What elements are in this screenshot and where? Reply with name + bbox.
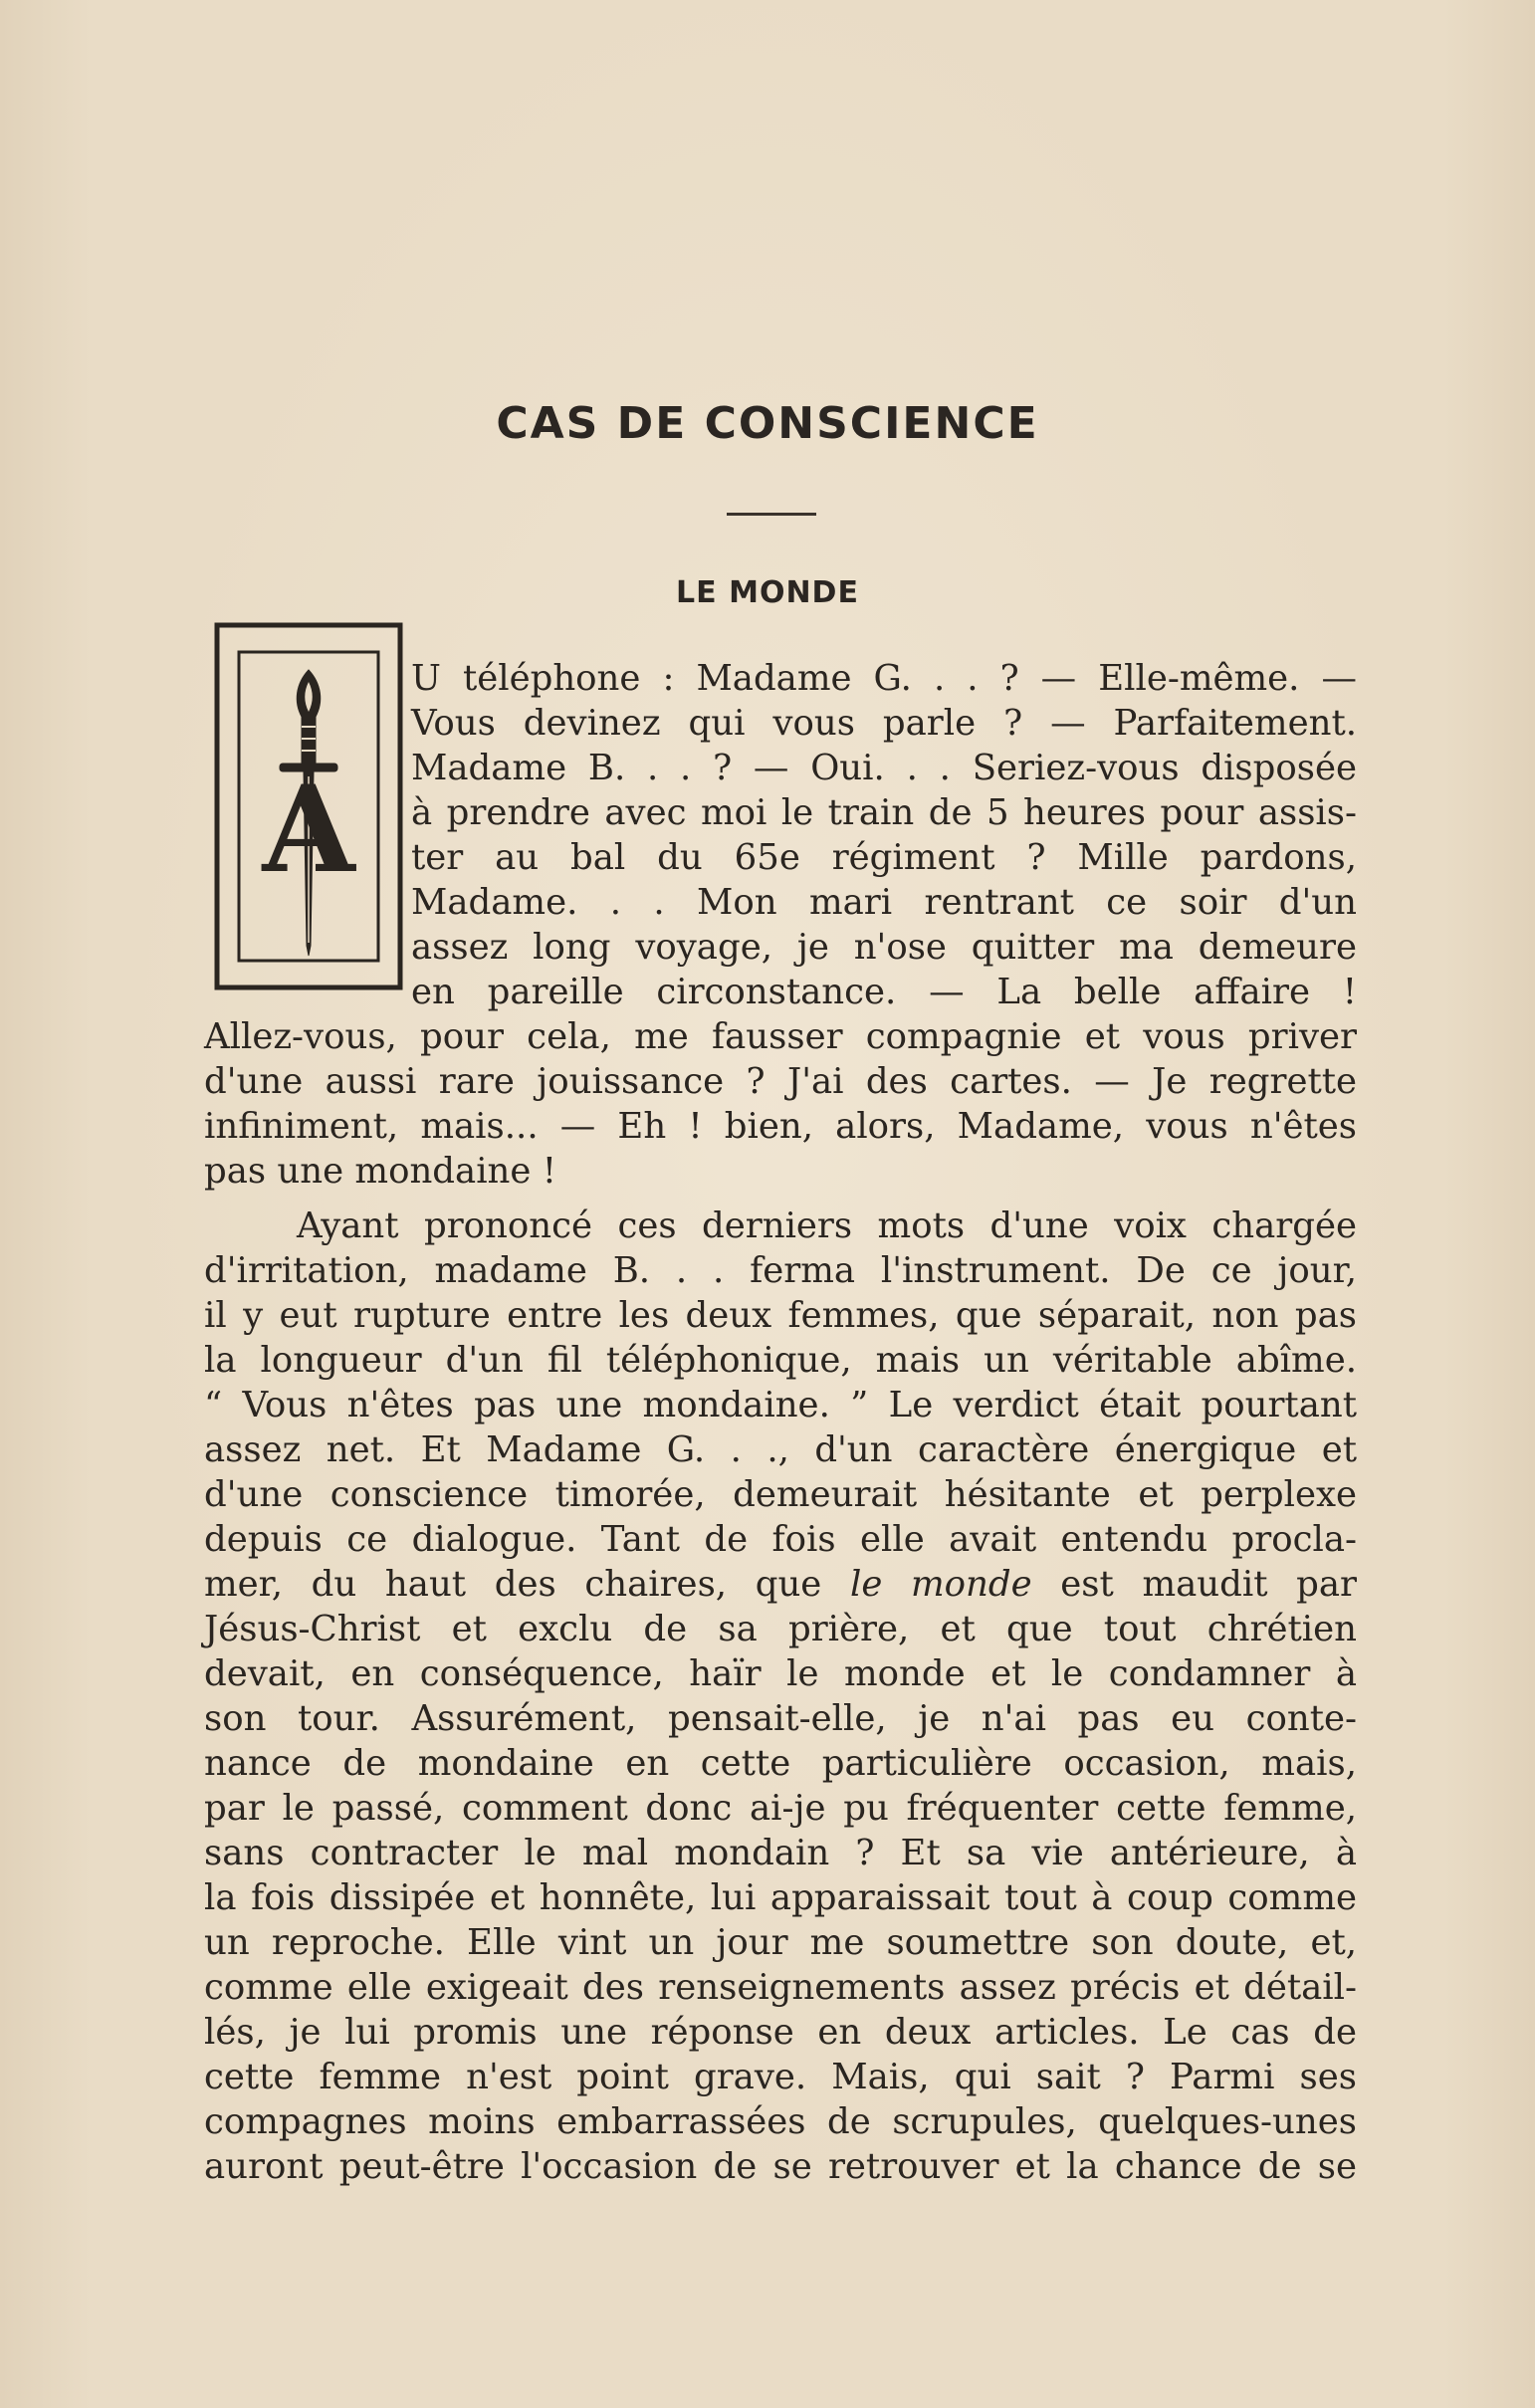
text-line: sans contracter le mal mondain ? Et sa vie antérieure, à — [204, 1833, 1357, 1873]
text-line: Ayant prononcé ces derniers mots d'une voix chargée — [297, 1205, 1357, 1246]
text-line: il y eut rupture entre les deux femmes, que séparait, non pas — [204, 1295, 1357, 1336]
text-line: nance de mondaine en cette particulière occasion, mais, — [204, 1743, 1357, 1784]
text-line: compagnes moins embarrassées de scrupules, quelques-unes — [204, 2101, 1357, 2142]
text-line: infiniment, mais... — Eh ! bien, alors, Madame, vous n'êtes — [204, 1106, 1357, 1147]
text-line: la longueur d'un fil téléphonique, mais un véritable abîme. — [204, 1340, 1357, 1381]
page-title: CAS DE CONSCIENCE — [496, 398, 1039, 449]
text-line: Madame. . . Mon mari rentrant ce soir d'un — [411, 882, 1357, 923]
italic-term: le monde — [849, 1564, 1032, 1605]
text-line: Madame B. . . ? — Oui. . . Seriez-vous disposée — [411, 748, 1357, 788]
text-line: à prendre avec moi le train de 5 heures pour assis- — [411, 792, 1357, 833]
text-segment: mer, du haut des chaires, que — [204, 1564, 822, 1605]
text-line: Vous devinez qui vous parle ? — Parfaitement. — [411, 703, 1357, 744]
text-line: d'irritation, madame B. . . ferma l'instrument. De ce jour, — [204, 1250, 1357, 1291]
text-line: d'une conscience timorée, demeurait hésitante et perplexe — [204, 1474, 1357, 1515]
text-line: ter au bal du 65e régiment ? Mille pardons, — [411, 837, 1357, 878]
text-line: la fois dissipée et honnête, lui apparaissait tout à coup comme — [204, 1877, 1357, 1918]
text-line: devait, en conséquence, haïr le monde et le condamner à — [204, 1653, 1357, 1694]
text-line: en pareille circonstance. — La belle affaire ! — [411, 972, 1357, 1012]
drop-cap-ornament — [214, 622, 403, 990]
text-line: depuis ce dialogue. Tant de fois elle avait entendu procla- — [204, 1519, 1357, 1560]
text-line: comme elle exigeait des renseignements assez précis et détail- — [204, 1967, 1357, 2008]
text-line: assez net. Et Madame G. . ., d'un caractère énergique et — [204, 1429, 1357, 1470]
section-heading: LE MONDE — [676, 575, 859, 610]
text-line-with-italic — [204, 1563, 1357, 1607]
text-segment: est maudit par — [1060, 1564, 1357, 1605]
text-line: auront peut-être l'occasion de se retrouver et la chance de se — [204, 2146, 1357, 2187]
text-line: U téléphone : Madame G. . . ? — Elle-même. — — [411, 658, 1357, 699]
text-line: Allez-vous, pour cela, me fausser compagnie et vous priver — [204, 1016, 1357, 1057]
drop-cap-letter: A — [262, 760, 355, 900]
text-line: son tour. Assurément, pensait-elle, je n'ai pas eu conte- — [204, 1698, 1357, 1739]
text-line: par le passé, comment donc ai-je pu fréquenter cette femme, — [204, 1788, 1357, 1829]
text-line: “ Vous n'êtes pas une mondaine. ” Le verdict était pourtant — [204, 1385, 1357, 1425]
text-line: assez long voyage, je n'ose quitter ma demeure — [411, 927, 1357, 968]
text-line: un reproche. Elle vint un jour me soumettre son doute, et, — [204, 1922, 1357, 1963]
text-line: lés, je lui promis une réponse en deux articles. Le cas de — [204, 2012, 1357, 2053]
text-line: cette femme n'est point grave. Mais, qui sait ? Parmi ses — [204, 2057, 1357, 2097]
title-divider — [727, 513, 816, 516]
text-line: pas une mondaine ! — [204, 1151, 556, 1192]
text-line: Jésus-Christ et exclu de sa prière, et que tout chrétien — [204, 1609, 1357, 1649]
text-line: d'une aussi rare jouissance ? J'ai des cartes. — Je regrette — [204, 1061, 1357, 1102]
